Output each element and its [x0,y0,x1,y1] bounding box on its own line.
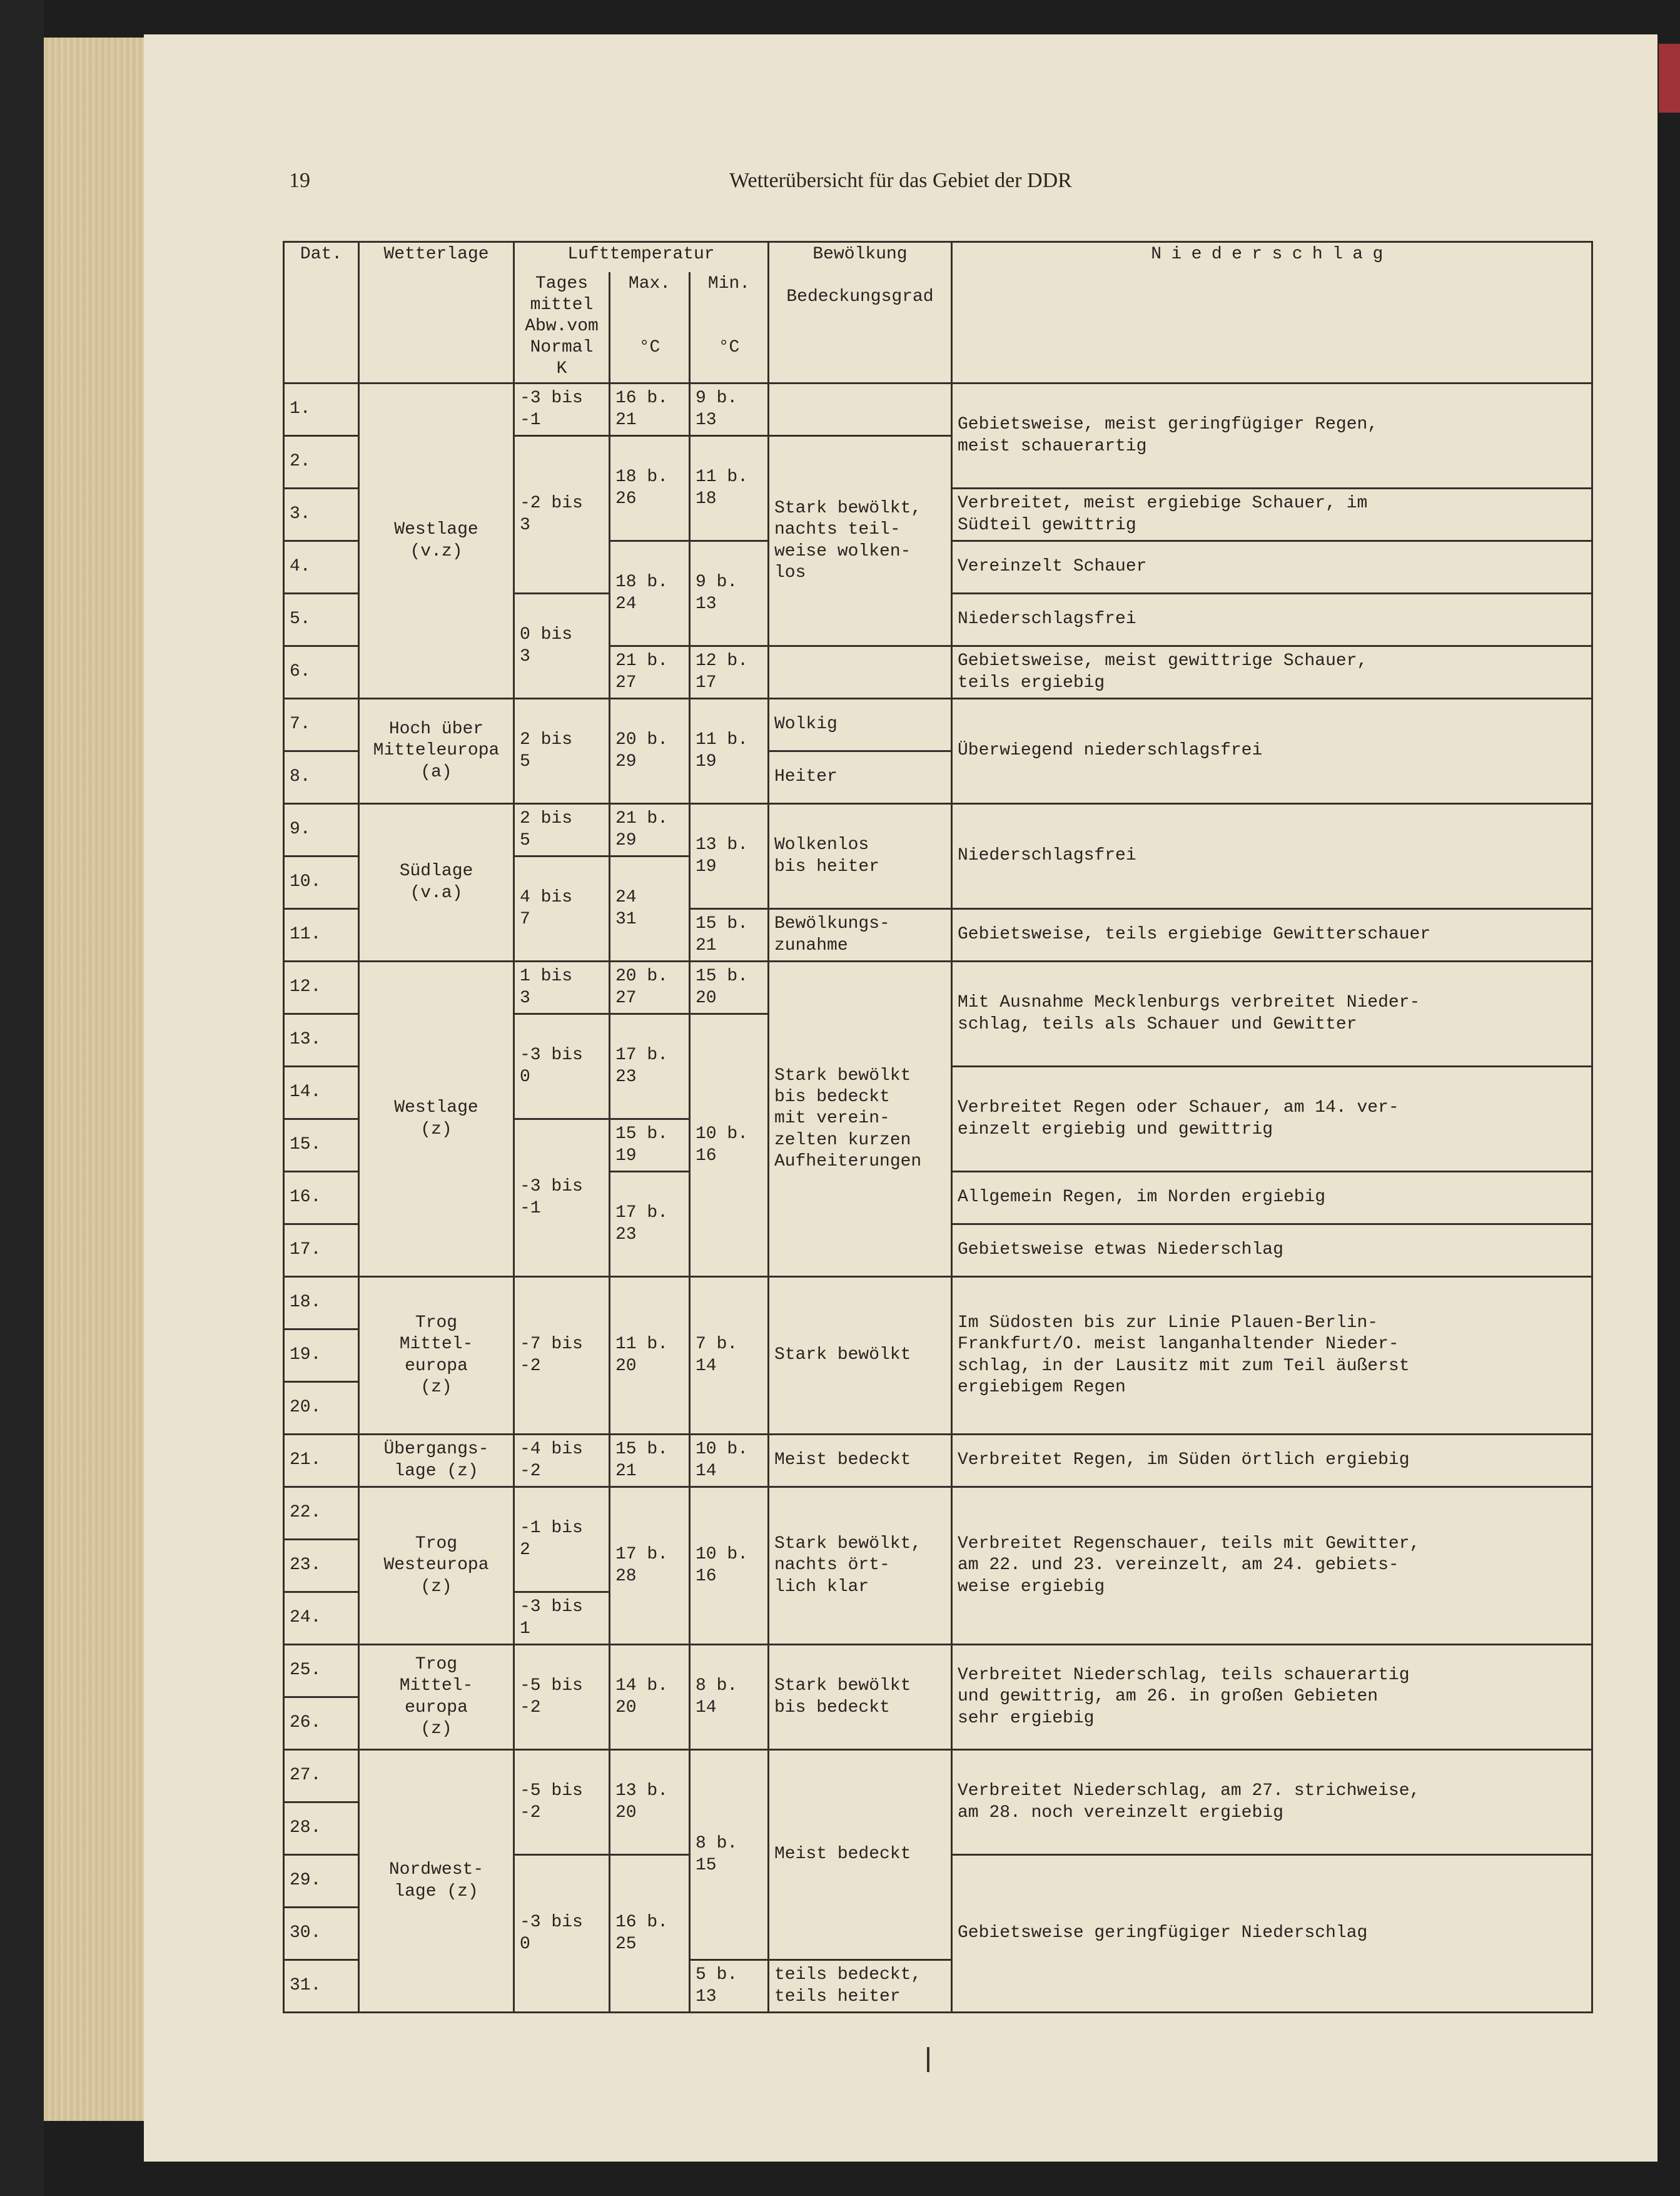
bewoelkung-cell: Meist bedeckt [769,1435,952,1487]
bewoelkung-cell [769,646,952,699]
bewoelkung-cell: Wolkenlos bis heiter [769,804,952,909]
date-cell: 5. [284,594,359,646]
date-cell: 7. [284,699,359,751]
date-cell: 17. [284,1224,359,1277]
max-cell: 16 b. 25 [610,1855,690,2013]
max-cell: 18 b. 24 [610,541,690,646]
tagesmittel-cell: -5 bis -2 [514,1645,610,1750]
min-cell: 12 b. 17 [690,646,769,699]
niederschlag-cell: Verbreitet Regen, im Süden örtlich ergiebig [952,1435,1592,1487]
wetterlage-cell: Hoch über Mitteleuropa (a) [359,699,514,804]
bewoelkung-cell: Stark bewölkt bis bedeckt [769,1645,952,1750]
bewoelkung-cell: Stark bewölkt [769,1277,952,1435]
bewoelkung-cell: Stark bewölkt bis bedeckt mit verein- zelten kurzen Aufheiterungen [769,962,952,1277]
min-cell: 9 b. 13 [690,541,769,646]
niederschlag-cell: Niederschlagsfrei [952,594,1592,646]
tagesmittel-cell: -2 bis 3 [514,436,610,594]
date-cell: 27. [284,1750,359,1802]
tagesmittel-cell: -7 bis -2 [514,1277,610,1435]
min-cell: 13 b. 19 [690,804,769,909]
max-cell: 17 b. 28 [610,1487,690,1645]
bewoelkung-cell: Bewölkungs- zunahme [769,909,952,962]
tagesmittel-cell: -4 bis -2 [514,1435,610,1487]
date-cell: 28. [284,1802,359,1855]
book-binding [0,0,44,2196]
bewoelkung-cell: Wolkig [769,699,952,751]
niederschlag-cell: Vereinzelt Schauer [952,541,1592,594]
min-cell: 15 b. 21 [690,909,769,962]
date-cell: 24. [284,1592,359,1645]
niederschlag-cell: Niederschlagsfrei [952,804,1592,909]
date-cell: 29. [284,1855,359,1908]
date-cell: 26. [284,1697,359,1750]
niederschlag-cell: Gebietsweise, meist geringfügiger Regen, meist schauerartig [952,384,1592,489]
tagesmittel-cell: -3 bis 0 [514,1855,610,2013]
max-cell: 20 b. 29 [610,699,690,804]
bewoelkung-cell [769,384,952,436]
header-lufttemperatur: Lufttemperatur [514,242,769,272]
date-cell: 2. [284,436,359,489]
min-cell: 7 b. 14 [690,1277,769,1435]
weather-table [283,241,1593,2013]
max-cell: 15 b. 21 [610,1435,690,1487]
date-cell: 22. [284,1487,359,1540]
bewoelkung-cell: teils bedeckt, teils heiter [769,1960,952,2013]
tagesmittel-cell: -1 bis 2 [514,1487,610,1592]
tagesmittel-cell: -3 bis 0 [514,1014,610,1119]
wetterlage-cell: Südlage (v.a) [359,804,514,962]
tagesmittel-cell: 2 bis 5 [514,804,610,857]
header-max: Max. °C [610,272,690,384]
bewoelkung-cell: Stark bewölkt, nachts ört- lich klar [769,1487,952,1645]
bewoelkung-cell: Stark bewölkt, nachts teil- weise wolken- los [769,436,952,646]
niederschlag-cell: Gebietsweise, meist gewittrige Schauer, teils ergiebig [952,646,1592,699]
niederschlag-cell: Verbreitet, meist ergiebige Schauer, im Südteil gewittrig [952,489,1592,541]
page-title: Wetterübersicht für das Gebiet der DDR [729,169,1072,192]
date-cell: 18. [284,1277,359,1329]
min-cell: 10 b. 16 [690,1014,769,1277]
bewoelkung-cell: Meist bedeckt [769,1750,952,1960]
niederschlag-cell: Im Südosten bis zur Linie Plauen-Berlin- Frankfurt/O. meist langanhaltender Nieder- schlag, in der Lausitz mit zum Teil äußerst ergiebigem Regen [952,1277,1592,1435]
date-cell: 8. [284,751,359,804]
tagesmittel-cell: -3 bis -1 [514,384,610,436]
tagesmittel-cell: 4 bis 7 [514,857,610,962]
wetterlage-cell: Übergangs- lage (z) [359,1435,514,1487]
niederschlag-cell: Allgemein Regen, im Norden ergiebig [952,1172,1592,1224]
min-cell: 11 b. 18 [690,436,769,541]
max-cell: 17 b. 23 [610,1014,690,1119]
max-cell: 21 b. 29 [610,804,690,857]
max-cell: 15 b. 19 [610,1119,690,1172]
niederschlag-cell: Gebietsweise geringfügiger Niederschlag [952,1855,1592,2013]
tagesmittel-cell: 1 bis 3 [514,962,610,1014]
bookmark-tab [1659,44,1680,113]
date-cell: 3. [284,489,359,541]
date-cell: 30. [284,1908,359,1960]
date-cell: 31. [284,1960,359,2013]
min-cell: 9 b. 13 [690,384,769,436]
date-cell: 16. [284,1172,359,1224]
wetterlage-cell: Trog Westeuropa (z) [359,1487,514,1645]
niederschlag-cell: Verbreitet Regenschauer, teils mit Gewitter, am 22. und 23. vereinzelt, am 24. gebiets- weise ergiebig [952,1487,1592,1645]
max-cell: 17 b. 23 [610,1172,690,1277]
date-cell: 14. [284,1067,359,1119]
min-cell: 8 b. 14 [690,1645,769,1750]
page-header [144,164,1657,201]
date-cell: 1. [284,384,359,436]
min-cell: 10 b. 16 [690,1487,769,1645]
max-cell: 20 b. 27 [610,962,690,1014]
max-cell: 13 b. 20 [610,1750,690,1855]
max-cell: 11 b. 20 [610,1277,690,1435]
tagesmittel-cell: 2 bis 5 [514,699,610,804]
header-dat: Dat. [284,242,359,384]
niederschlag-cell: Gebietsweise etwas Niederschlag [952,1224,1592,1277]
date-cell: 20. [284,1382,359,1435]
wetterlage-cell: Trog Mittel- europa (z) [359,1645,514,1750]
min-cell: 8 b. 15 [690,1750,769,1960]
tagesmittel-cell: -5 bis -2 [514,1750,610,1855]
header-bewoelkung: Bewölkung Bedeckungsgrad [769,242,952,384]
niederschlag-cell: Überwiegend niederschlagsfrei [952,699,1592,804]
date-cell: 10. [284,857,359,909]
wetterlage-cell: Westlage (v.z) [359,384,514,699]
min-cell: 5 b. 13 [690,1960,769,2013]
header-wetterlage: Wetterlage [359,242,514,384]
wetterlage-cell: Westlage (z) [359,962,514,1277]
niederschlag-cell: Gebietsweise, teils ergiebige Gewitterschauer [952,909,1592,962]
niederschlag-cell: Verbreitet Regen oder Schauer, am 14. ver- einzelt ergiebig und gewittrig [952,1067,1592,1172]
niederschlag-cell: Mit Ausnahme Mecklenburgs verbreitet Nieder- schlag, teils als Schauer und Gewitter [952,962,1592,1067]
max-cell: 24 31 [610,857,690,962]
max-cell: 14 b. 20 [610,1645,690,1750]
max-cell: 16 b. 21 [610,384,690,436]
date-cell: 12. [284,962,359,1014]
footer-mark [927,2047,929,2072]
max-cell: 18 b. 26 [610,436,690,541]
tagesmittel-cell: -3 bis 1 [514,1592,610,1645]
niederschlag-cell: Verbreitet Niederschlag, am 27. strichweise, am 28. noch vereinzelt ergiebig [952,1750,1592,1855]
date-cell: 4. [284,541,359,594]
date-cell: 15. [284,1119,359,1172]
date-cell: 21. [284,1435,359,1487]
header-min: Min. °C [690,272,769,384]
wetterlage-cell: Trog Mittel- europa (z) [359,1277,514,1435]
tagesmittel-cell: 0 bis 3 [514,594,610,699]
date-cell: 19. [284,1329,359,1382]
header-niederschlag: Niederschlag [952,242,1592,384]
date-cell: 11. [284,909,359,962]
date-cell: 9. [284,804,359,857]
tagesmittel-cell: -3 bis -1 [514,1119,610,1277]
min-cell: 11 b. 19 [690,699,769,804]
min-cell: 15 b. 20 [690,962,769,1014]
date-cell: 25. [284,1645,359,1697]
date-cell: 13. [284,1014,359,1067]
header-tagesmittel: Tages mittel Abw.vom Normal K [514,272,610,384]
date-cell: 6. [284,646,359,699]
page-edges [44,38,153,2121]
wetterlage-cell: Nordwest- lage (z) [359,1750,514,2013]
date-cell: 23. [284,1540,359,1592]
min-cell: 10 b. 14 [690,1435,769,1487]
bewoelkung-cell: Heiter [769,751,952,804]
niederschlag-cell: Verbreitet Niederschlag, teils schauerartig und gewittrig, am 26. in großen Gebieten sehr ergiebig [952,1645,1592,1750]
max-cell: 21 b. 27 [610,646,690,699]
page-number: 19 [289,169,310,192]
